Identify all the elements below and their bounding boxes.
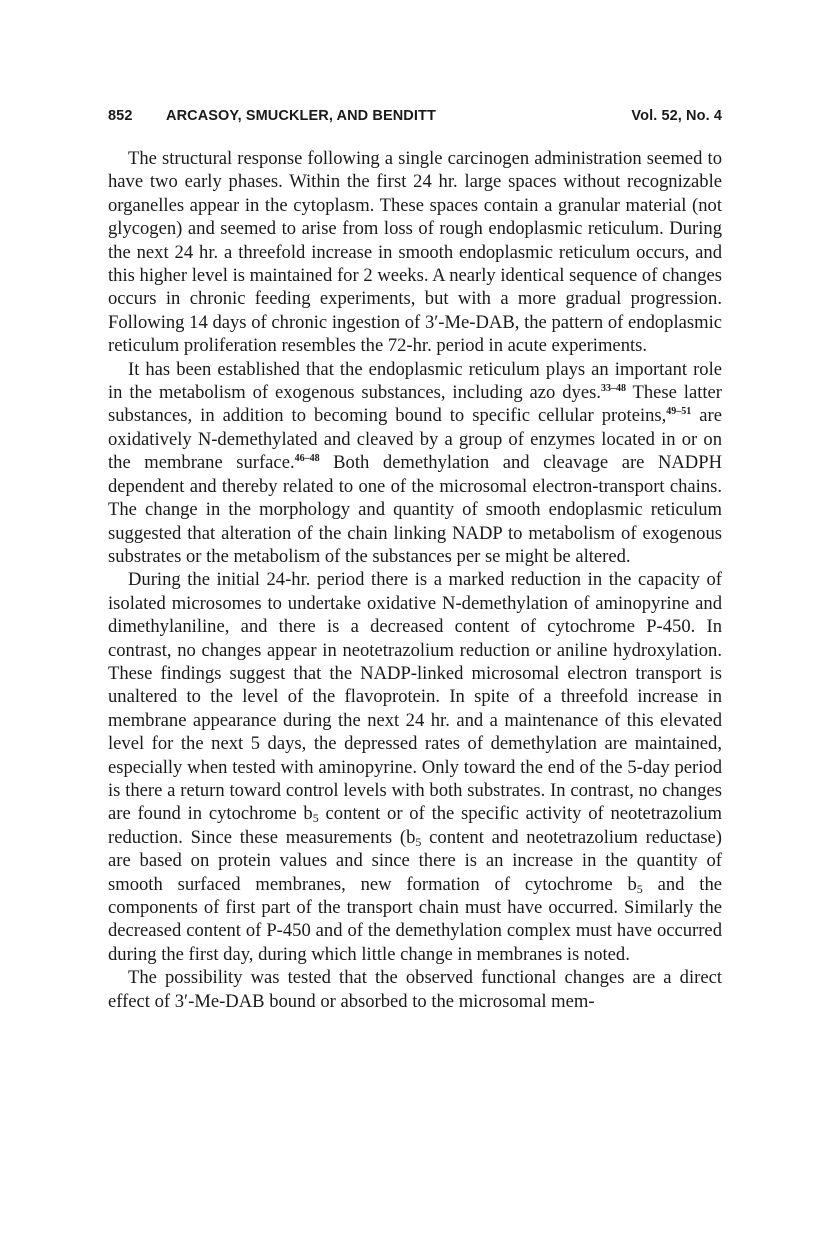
citation-ref: 46–48 <box>294 453 320 465</box>
paragraph-text: content and neotetrazolium reductase) are based on protein values and since there is an increase in the quantity of smooth surfaced membranes, new formation of cytochrome b <box>108 826 722 895</box>
paragraph-text: It has been established that the endoplasmic reticulum plays an important role in the metabolism of exogenous substances, including azo dyes. <box>108 358 722 404</box>
running-head-volume: Vol. 52, No. 4 <box>631 108 722 124</box>
article-body <box>108 147 722 1013</box>
citation-ref: 49–51 <box>666 406 692 418</box>
paragraph-text: During the initial 24-hr. period there is a marked reduction in the capacity of isolated microsomes to undertake oxidative N-demethylation of aminopyrine and dimethylaniline, and there is a decreased content of cytochrome P-450. In contrast, no changes appear in neotetrazolium reduction or aniline hydroxylation. These findings suggest that the NADP-linked microsomal electron transport is unaltered to the level of the flavoprotein. In spite of a threefold increase in membrane appearance during the next 24 hr. and a maintenance of this elevated level for the next 5 days, the depressed rates of demethylation are maintained, especially when tested with aminopyrine. Only toward the end of the 5-day period is there a return toward control levels with both substrates. In contrast, no changes are found in cytochrome b <box>108 569 722 825</box>
subscript: 5 <box>415 834 422 849</box>
subscript: 5 <box>636 881 643 896</box>
subscript: 5 <box>312 811 319 826</box>
paragraph-text: content or of the specific activity of neotetrazolium reduction. Since these measurements (b <box>108 803 722 848</box>
paragraph-possibility-tested: The possibility was tested that the observed functional changes are a direct effect of 3′-Me-DAB bound or absorbed to the microsomal mem- <box>108 967 722 1012</box>
paragraph-endoplasmic-reticulum-role <box>108 358 722 569</box>
paragraph-initial-period <box>108 568 722 966</box>
paragraph-text: Both demethylation and cleavage are NADPH dependent and thereby related to one of the microsomal electron-transport chains. The change in the morphology and quantity of smooth endoplasmic reticulum suggested that alteration of the chain linking NADP to metabolism of exogenous substrates or the metabolism of the substances per se might be altered. <box>108 452 722 567</box>
running-head-authors: ARCASOY, SMUCKLER, AND BENDITT <box>166 108 436 124</box>
paragraph-text: and the components of first part of the transport chain must have occurred. Similarly the decreased content of P-450 and of the demethylation complex must have occurred during the first day, during which little change in membranes is noted. <box>108 873 722 965</box>
page-number: 852 <box>108 108 133 124</box>
paragraph-text: These latter substances, in addition to becoming bound to specific cellular proteins, <box>108 382 722 427</box>
citation-ref: 33–48 <box>600 383 626 395</box>
paragraph-text: are oxidatively N-demethylated and cleaved by a group of enzymes located in or on the membrane surface. <box>108 405 722 474</box>
running-head <box>108 108 722 128</box>
paragraph-structural-response: The structural response following a single carcinogen administration seemed to have two early phases. Within the first 24 hr. large spaces without recognizable organelles appear in the cytoplasm. These spaces contain a granular material (not glycogen) and seemed to arise from loss of rough endoplasmic reticulum. During the next 24 hr. a threefold increase in smooth endoplasmic reticulum occurs, and this higher level is maintained for 2 weeks. A nearly identical sequence of changes occurs in chronic feeding experiments, but with a more gradual progression. Following 14 days of chronic ingestion of 3′-Me-DAB, the pattern of endoplasmic reticulum proliferation resembles the 72-hr. period in acute experiments. <box>108 148 722 357</box>
